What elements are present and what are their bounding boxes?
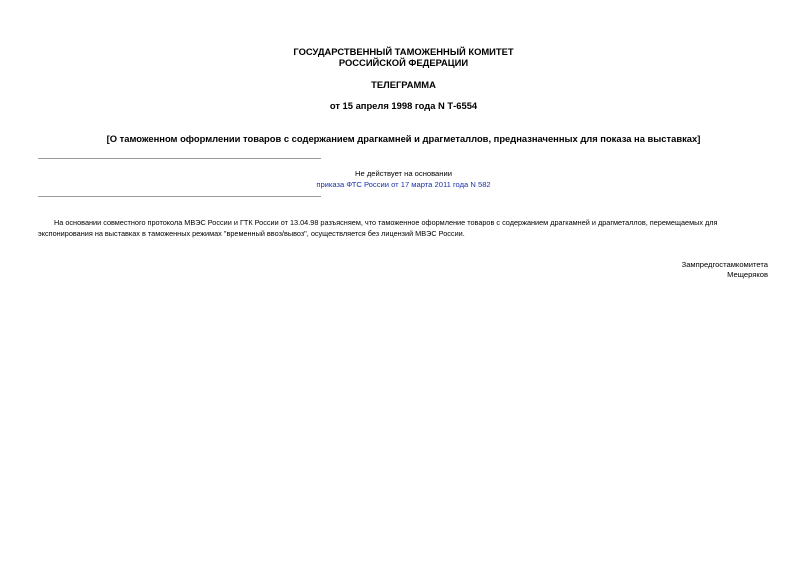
issuer-heading [0,46,807,68]
status-link[interactable]: приказа ФТС России от 17 марта 2011 года N 582 [316,180,491,189]
divider-top [38,158,321,159]
signatory-title: Зампредгостамкомитета [681,260,768,269]
document-subject: [О таможенном оформлении товаров с содержанием драгкамней и драгметаллов, предназначенных для показа на выставках] [106,133,701,144]
status-note: Не действует на основании [355,169,452,178]
signatory-name: Мещеряков [727,270,768,279]
issuer-line-1: ГОСУДАРСТВЕННЫЙ ТАМОЖЕННЫЙ КОМИТЕТ [293,46,514,57]
document-type: ТЕЛЕГРАММА [371,79,436,90]
document-date: от 15 апреля 1998 года N Т-6554 [329,100,478,111]
issuer-line-2: РОССИЙСКОЙ ФЕДЕРАЦИИ [338,57,469,68]
body-paragraph: На основании совместного протокола МВЭС России и ГТК России от 13.04.98 разъясняем, что таможенное оформление товаров с содержанием драгкамней и драгметаллов, перемещаемых для экспонирования на выставках в таможенных режимах "временный ввоз/вывоз", осуществляется без лицензий МВЭС России. [38,218,718,238]
divider-bottom [38,196,321,197]
